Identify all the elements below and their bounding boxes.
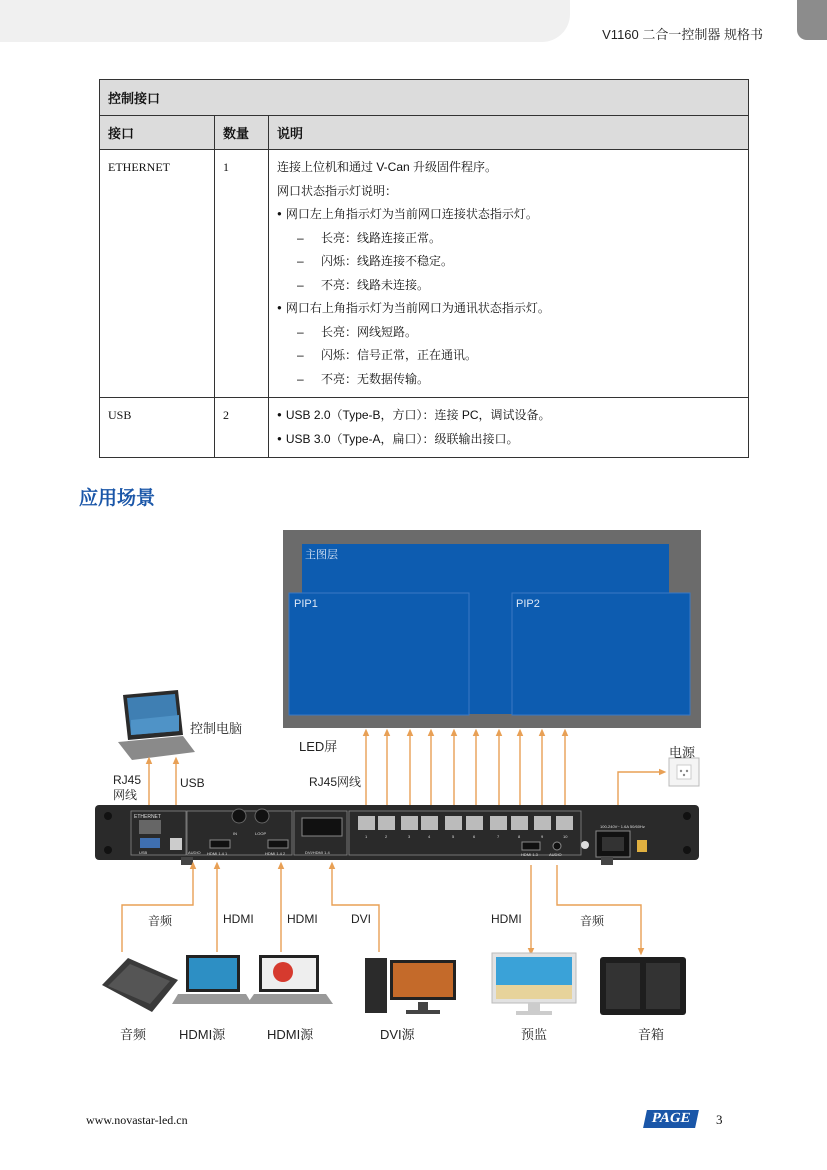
power-socket-icon: [669, 758, 699, 786]
line-text: 长亮：网线短路。: [321, 324, 418, 339]
port-number-label: 7: [497, 834, 500, 839]
control-pc-label: 控制电脑: [190, 721, 243, 736]
port-number-label: 9: [541, 834, 544, 839]
qty-cell: 2: [215, 398, 269, 458]
pip2-layer: [512, 593, 690, 715]
rj45-network-label: RJ45网线: [309, 775, 362, 789]
desc-line: [277, 156, 740, 180]
column-header-port: 接口: [100, 116, 215, 150]
hdmi-laptop-icon: [172, 955, 252, 1004]
rj45-cable-label: RJ45 网线: [113, 773, 142, 802]
table-row: [100, 150, 749, 398]
header-bar: [0, 0, 570, 42]
application-diagram: [0, 520, 827, 1050]
monitor-preview-icon: [492, 953, 576, 1015]
cable-label-hdmi-1: HDMI: [223, 912, 254, 926]
document-title: V1160 二合一控制器 规格书: [602, 27, 763, 42]
device-hdmi13-label: HDMI 1.3: [521, 852, 538, 857]
device-hdmi11-label: HDMI 1.4 1: [207, 851, 228, 856]
control-interface-table: [99, 79, 749, 458]
device-audio-out-label: AUDIO: [549, 852, 562, 857]
source-label-hdmi-1: HDMI源: [179, 1027, 226, 1042]
device-ethernet-label: ETHERNET: [134, 814, 161, 820]
rj45-cables: [366, 732, 565, 810]
device-in-label: IN: [233, 831, 237, 836]
qty-cell: 1: [215, 150, 269, 398]
corner-tab: [797, 0, 827, 40]
line-text: 闪烁：线路连接不稳定。: [321, 254, 454, 268]
desc-cell: [269, 398, 749, 458]
dash-marker: –: [297, 230, 304, 245]
sub-item: [277, 321, 740, 345]
io-cables: [122, 865, 641, 952]
port-number-label: 10: [563, 834, 568, 839]
bullet-item: [277, 404, 740, 428]
device-dvi-label: DVI/HDMI 1.4: [305, 850, 330, 855]
dash-marker: –: [297, 324, 304, 339]
desc-cell: [269, 150, 749, 398]
line-text: 网口右上角指示灯为当前网口为通讯状态指示灯。: [285, 301, 550, 315]
cable-label-hdmi-out: HDMI: [491, 912, 522, 926]
source-label-dvi: DVI源: [380, 1027, 415, 1042]
table-title: 控制接口: [100, 80, 749, 116]
line-text: USB 3.0（Type-A，扁口）：级联输出接口。: [285, 431, 519, 446]
sub-item: [277, 274, 740, 298]
column-header-qty: 数量: [215, 116, 269, 150]
hdmi-laptop-2-icon: [247, 955, 333, 1004]
cable-label-audio-in: 音频: [148, 914, 173, 928]
dash-marker: –: [297, 371, 304, 386]
led-screen: [283, 530, 701, 728]
line-text: 长亮：线路连接正常。: [321, 230, 442, 245]
section-title: 应用场景: [79, 487, 156, 509]
usb-cable-label: USB: [180, 776, 205, 790]
line-text: 不亮：无数据传输。: [321, 371, 430, 386]
source-label-hdmi-2: HDMI源: [267, 1027, 314, 1042]
device-loop-label: LOOP: [255, 831, 267, 836]
device-power-rating: 100-240V~ 1.6A 50/60Hz: [600, 824, 645, 829]
port-number-label: 3: [408, 834, 411, 839]
device-usb-label: USB: [139, 850, 148, 855]
main-layer-label: 主图层: [305, 549, 338, 561]
line-text: 不亮：线路未连接。: [321, 277, 430, 292]
sub-item: [277, 344, 740, 368]
speaker-icon: [600, 957, 686, 1015]
port-cell: USB: [100, 398, 215, 458]
line-text: USB 2.0（Type-B，方口）：连接 PC，调试设备。: [285, 408, 551, 422]
source-label-audio: 音频: [120, 1027, 147, 1042]
line-text: 网口左上角指示灯为当前网口连接状态指示灯。: [285, 207, 538, 221]
dash-marker: –: [297, 254, 304, 268]
source-label-preview: 预监: [521, 1027, 548, 1042]
sub-item: [277, 368, 740, 392]
pc-cables: [149, 760, 176, 810]
cable-label-dvi: DVI: [351, 912, 372, 926]
table-row: [100, 398, 749, 458]
pip1-layer: [289, 593, 469, 715]
page-badge: PAGE: [643, 1110, 699, 1128]
port-number-label: 5: [452, 834, 455, 839]
pip2-label: PIP2: [516, 598, 540, 610]
audio-mixer-icon: [102, 958, 178, 1012]
dash-marker: –: [297, 348, 304, 362]
column-header-desc: 说明: [269, 116, 749, 150]
line-text: 闪烁：信号正常，正在通讯。: [321, 348, 478, 362]
port-number-label: 4: [428, 834, 431, 839]
sub-item: [277, 227, 740, 251]
port-number-label: 2: [385, 834, 388, 839]
cable-label-hdmi-2: HDMI: [287, 912, 318, 926]
device-audio-label: AUDIO: [188, 850, 201, 855]
bullet-item: [277, 203, 740, 227]
dash-marker: –: [297, 277, 304, 292]
power-label: 电源: [669, 745, 696, 760]
device-hdmi12-label: HDMI 1.4 2: [265, 851, 286, 856]
dvi-source-pc-icon: [365, 958, 456, 1014]
sub-item: [277, 250, 740, 274]
pip1-label: PIP1: [294, 598, 318, 610]
led-screen-label: LED屏: [299, 739, 338, 754]
port-number-label: 1: [365, 834, 368, 839]
controller-device: [95, 805, 699, 865]
line-text: 连接上位机和通过 V-Can 升级固件程序。: [277, 160, 498, 174]
source-label-speaker: 音箱: [638, 1027, 665, 1042]
line-text: 网口状态指示灯说明：: [277, 183, 398, 198]
footer-url: www.novastar-led.cn: [86, 1113, 188, 1127]
port-number-label: 8: [518, 834, 521, 839]
desc-line: [277, 180, 740, 204]
bullet-item: [277, 297, 740, 321]
page-number: 3: [716, 1112, 723, 1127]
port-cell: ETHERNET: [100, 150, 215, 398]
port-number-label: 6: [473, 834, 476, 839]
bullet-item: [277, 428, 740, 452]
control-pc-icon: [118, 690, 195, 760]
cable-label-audio-out: 音频: [580, 914, 605, 928]
